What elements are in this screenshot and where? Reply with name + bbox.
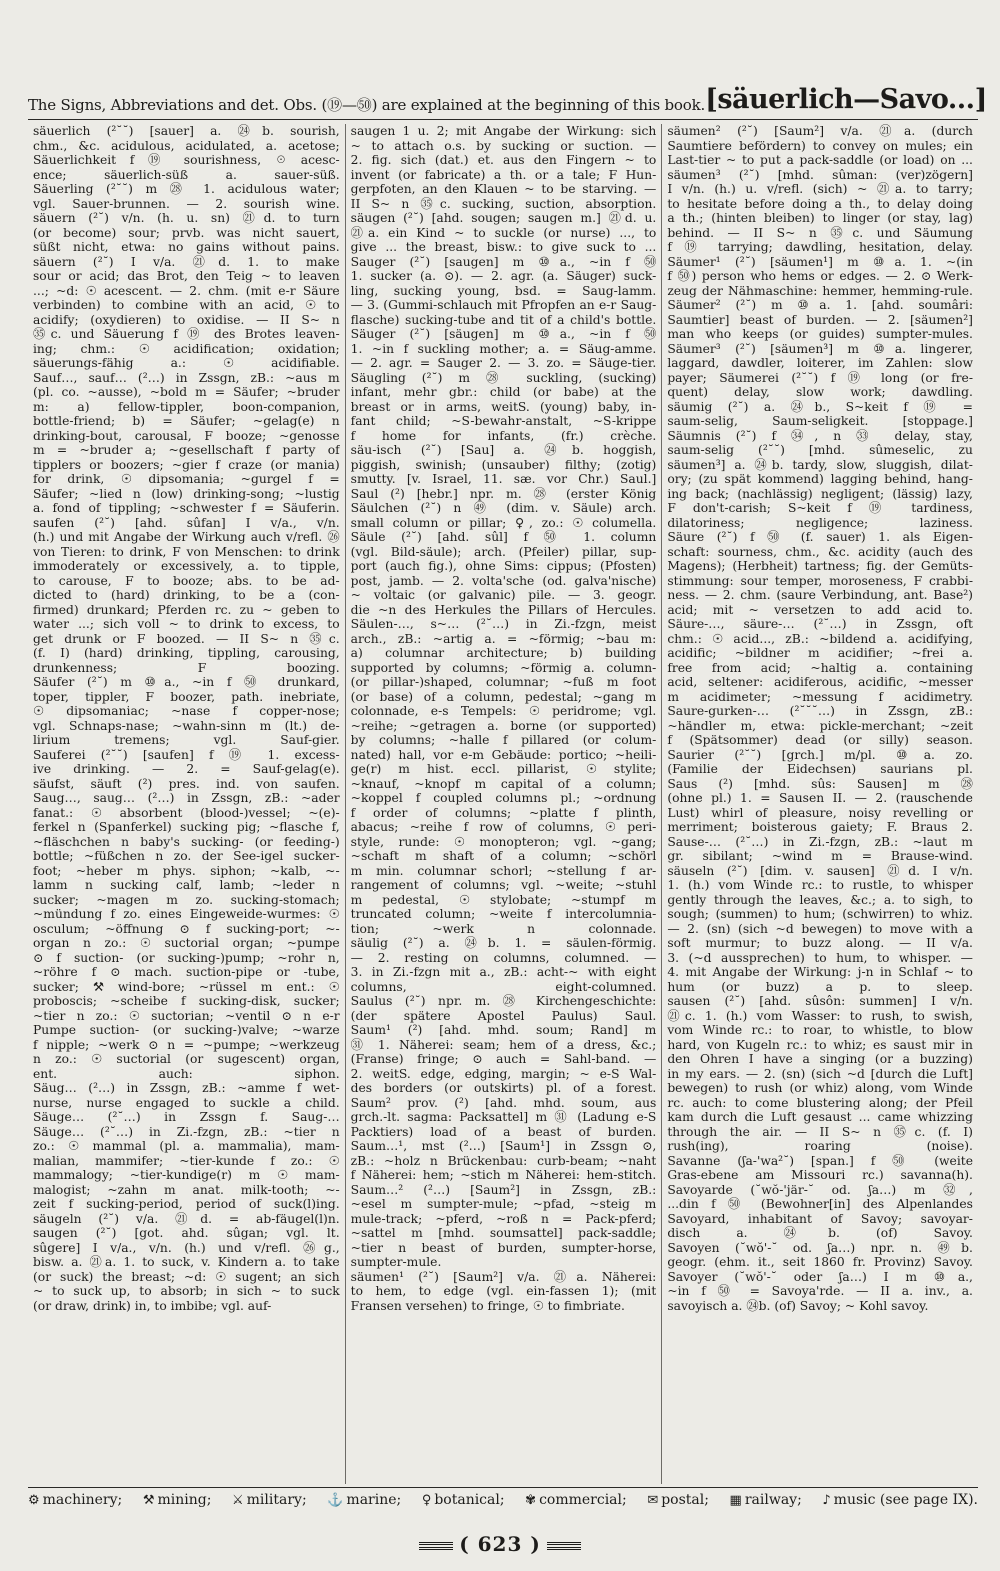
entry-line: ~tier n zo.: ☉ suctorian; ~ventil ⊙ n e-r [33, 1008, 340, 1023]
entry-line: Säufer (²˘) m ⑩a., ~in f ㊿ drunkard, [33, 675, 340, 689]
entry-line: ㉑c. 1. (h.) vom Wasser: to rush, to swish, [667, 1008, 973, 1023]
legend-item [730, 1492, 802, 1508]
entry-line: (vgl. Bild-säule); arch. (Pfeiler) pillar, sup- [350, 544, 657, 559]
legend-label: postal; [661, 1492, 709, 1508]
entry-line: Saum…² (²…) [Saum²] in Zssgn, zB.: [350, 1182, 657, 1197]
entry-line: ence; säuerlich-süß a. sauer-süß. [33, 167, 340, 182]
entry-line: (der spätere Apostel Paulus) Saul. [350, 1008, 657, 1023]
entry-line: osculum; ~öffnung ⊙ f sucking-port; ~- [33, 921, 340, 936]
entry-line: saugen 1 u. 2; mit Angabe der Wirkung: sich [350, 124, 657, 138]
entry-line: organ n zo.: ☉ suctorial organ; ~pumpe [33, 936, 340, 950]
entry-line: dicted to (hard) drinking, to be a (con- [33, 588, 340, 602]
entry-line: quent) delay, slow work; dawdling. [667, 385, 973, 399]
entry-line: hard, von Kugeln rc.: to whiz; es saust mir in [667, 1037, 973, 1052]
entry-line: f Näherei: hem; ~stich m Näherei: hem-stitch. [350, 1168, 657, 1182]
entry-line: — 2. (sn) (sich ~d bewegen) to move with a [667, 921, 973, 936]
entry-line: ㉛ 1. Näherei: seam; hem of a dress, &c.; [350, 1037, 657, 1052]
entry-line: zo.: ☉ mammal (pl. a. mammalia), mam- [33, 1139, 340, 1153]
entry-line: (or draw, drink) in, to imbibe; vgl. auf- [33, 1298, 272, 1313]
entry-line: sour or acid; das Brot, den Teig ~ to leaven [33, 269, 340, 283]
entry-line: säumig (²˘) a. ㉔b., S~keit f ⑲ = [667, 399, 973, 414]
entry-line: sumpter-mule. [350, 1255, 442, 1269]
entry-line: bewegen) to rush (or whiz) along, vom Winde [667, 1081, 973, 1095]
entry-line: Säugling (²˘) m ㉘ suckling, (sucking) [350, 370, 657, 385]
entry-line: geogr. (ehm. it., seit 1860 fr. Provinz) Savoy. [667, 1255, 973, 1269]
entry-line: fanat.: ☉ absorbent (blood-)vessel; ~(e)- [33, 805, 340, 820]
entry-line: to hem, to edge (vgl. ein-fassen 1); (mit [350, 1284, 657, 1298]
legend-item [143, 1492, 212, 1508]
entry-line: a. fond of tippling; ~schwester f = Säuferin. [33, 501, 340, 515]
entry-line: bottle-friend; b) = Säufer; ~gelag(e) n [33, 414, 340, 428]
entry-line: m acidimeter; ~messung f acidimetry. [667, 689, 973, 704]
entry-line: 4. mit Angabe der Wirkung: j-n in Schlaf ~ to [667, 965, 973, 979]
entry-line: (or become) sour; prvb. was nicht sauert, [33, 225, 340, 240]
military-icon: ⚔ [232, 1492, 244, 1508]
entry-line: Säulchen (²˘) n ㊾ (dim. v. Säule) arch. [350, 501, 657, 515]
legend-item [232, 1492, 307, 1508]
entry-line: immoderately or excessively, a. to tipple, [33, 559, 340, 573]
entry-line: ~ to attach o.s. by sucking or suction. — [350, 138, 657, 153]
entry-line: ㉑a. ein Kind ~ to suckle (or nurse) ..., to [350, 225, 657, 240]
entry-line: style, runde: ☉ monopteron; vgl. ~gang; [350, 834, 657, 849]
entry-line: ing; chm.: ☉ acidification; oxidation; [33, 341, 340, 356]
entry-line: ferkel n (Spanferkel) sucking pig; ~flasche f, [33, 820, 340, 834]
entry-line: to hesitate before doing a th., to delay doing [667, 196, 973, 211]
entry-line: bottle; ~füßchen n zo. der See-igel sucker- [33, 849, 340, 863]
entry-line: 3. in Zi.-fzgn mit a., zB.: acht-~ with eight [350, 965, 657, 979]
entry-line: disch a. ㉔b. (of) Savoy. [667, 1226, 973, 1240]
entry-line: Säumer² (²˘) m ⑩a. 1. [ahd. soumâri: [667, 298, 973, 312]
entry-line: Säufer; ~lied n (low) drinking-song; ~lustig [33, 486, 340, 501]
entry-line: saufen (²˘) [ahd. sûfan] I v/a., v/n. [33, 515, 340, 530]
entry-line: I v/n. (h.) u. v/refl. (sich) ~ ㉑a. to tarry; [667, 182, 973, 196]
entry-line: Gras-ebene am Missouri rc.) savanna(h). [667, 1168, 973, 1182]
entry-line: Säuge… (²˘…) in Zssgn f. Saug-… [33, 1110, 340, 1124]
entry-line: Säumnis (²˘) f ㉞, n ㉝ delay, stay, [667, 428, 973, 443]
entry-line: mule-track; ~pferd, ~roß n = Pack-pferd; [350, 1211, 657, 1226]
entry-line: smutty. [v. Israel, 11. sæ. vor Chr.) Saul.] [350, 472, 657, 486]
entry-line: Säumer¹ (²˘) [säumen¹] m ⑩a. 1. ~(in [667, 254, 973, 269]
entry-line: gerpfoten, an den Klauen ~ to be starving. — [350, 182, 657, 196]
entry-line: ing back; (nachlässig) negligent; (lässig) lazy, [667, 486, 973, 501]
entry-line: by columns; ~halle f pillared (or colum- [350, 733, 657, 747]
entry-line: rush(ing), roaring (noise). [667, 1139, 973, 1153]
page-number [0, 1532, 1000, 1556]
entry-line: Fransen versehen) to fringe, ☉ to fimbriate. [350, 1298, 625, 1313]
entry-line: m pedestal, ☉ stylobate; ~stumpf m [350, 892, 657, 907]
entry-line: von Tieren: to drink, F von Menschen: to drink [33, 544, 340, 559]
entry-line: säufst, säuft (²) pres. ind. von saufen. [33, 776, 340, 791]
entry-line: ge(r) m hist. eccl. pillarist, ☉ stylite; [350, 762, 657, 776]
entry-line: savoyisch a. ㉔b. (of) Savoy; ~ Kohl savoy. [667, 1298, 929, 1313]
entry-line: water ...; sich voll ~ to drink to excess, to [33, 617, 340, 631]
entry-line: Säuerling (²˘˘) m ㉘ 1. acidulous water; [33, 182, 340, 196]
entry-line: to carouse, F to booze; abs. to be ad- [33, 573, 340, 588]
legend-item [327, 1492, 401, 1508]
entry-line: toper, tippler, F boozer, path. inebriate, [33, 689, 340, 704]
page-number-text: ( 623 ) [459, 1532, 541, 1556]
legend-item [28, 1492, 122, 1508]
rule-right [547, 1542, 581, 1550]
legend-label: railway; [744, 1492, 802, 1508]
anchor-icon: ⚓ [327, 1492, 344, 1508]
entry-line: soft murmur; to buzz along. — II v/a. [667, 936, 973, 950]
entry-line: ~händler m, etwa: pickle-merchant; ~zeit [667, 718, 973, 733]
entry-line: truncated column; ~weite f intercolumnia- [350, 907, 657, 921]
entry-line: säuern (²˘) I v/a. ㉑d. 1. to make [33, 254, 340, 269]
entry-line: Saul (²) [hebr.] npr. m. ㉘ (erster König [350, 486, 657, 501]
entry-line: get drunk or F boozed. — II S~ n ㉟c. [33, 631, 340, 646]
entry-line: (pl. co. ~ausse), ~bold m = Säufer; ~bruder [33, 385, 340, 399]
legend-item [525, 1492, 627, 1508]
rule-left [419, 1542, 453, 1550]
entry-line: (ohne pl.) 1. = Sausen II. — 2. (rauschende [667, 791, 973, 805]
entry-line: Saurier (²˘˘) [grch.] m/pl. ⑩a. zo. [667, 747, 973, 762]
entry-line: columns, eight-columned. [350, 979, 657, 994]
legend-item [822, 1492, 978, 1508]
entry-line: — 2. agr. = Sauger 2. — 3. zo. = Säuge-tier. [350, 356, 657, 370]
entry-line: saugen (²˘) [got. ahd. sûgan; vgl. lt. [33, 1226, 340, 1240]
entry-line: proboscis; ~scheibe f sucking-disk, sucker; [33, 994, 340, 1008]
entry-line: 3. (~d aussprechen) to hum, to whisper. — [667, 950, 973, 965]
entry-line: f ⑲ tarrying; dawdling, hesitation, delay. [667, 240, 973, 254]
entry-line: colonnade, e-s Tempels: ☉ peridrome; vgl. [350, 704, 657, 718]
entry-line: sucker; ~magen m zo. sucking-stomach; [33, 892, 340, 907]
entry-line: saum-selig (²˘˘) [mhd. sûmeselic, zu [667, 443, 973, 457]
entry-line: vgl. Sauer-brunnen. — 2. sourish wine. [33, 196, 340, 211]
entry-line: saum-selig, Saum-seligkeit. [stoppage.] [667, 414, 973, 428]
entry-line: ~mündung f zo. eines Eingeweide-wurmes: ☉ [33, 907, 340, 921]
symbol-legend [28, 1487, 978, 1509]
entry-line: Säuerlichkeit f ⑲ sourishness, ☉ acesc- [33, 153, 340, 167]
music-icon: ♪ [822, 1492, 831, 1508]
entry-line: piggish, swinish; (unsauber) filthy; (zotig) [350, 457, 657, 472]
entry-line: säumen³] a. ㉔b. tardy, slow, sluggish, dilat- [667, 457, 973, 472]
entry-line: den Ohren I have a singing (or a buzzing) [667, 1052, 973, 1066]
entry-line: ~knauf, ~knopf m capital of a column; [350, 776, 657, 791]
entry-line: II S~ n ㉟c. sucking, suction, absorption. [350, 196, 657, 211]
entry-line: ~reihe; ~getragen a. borne (or supported) [350, 718, 657, 733]
entry-line: sûgere] I v/a., v/n. (h.) und v/refl. ㉖g., [33, 1240, 340, 1255]
entry-line: säuerungs-fähig a.: ☉ acidifiable. [33, 356, 340, 370]
entry-line: Saus (²) [mhd. sûs: Sausen] m ㉘ [667, 776, 973, 791]
entry-line: acidific; ~bildner m acidifier; ~frei a. [667, 646, 973, 660]
entry-line: ive drinking. — 2. = Sauf-gelag(e). [33, 762, 340, 776]
entry-line: nated) hall, vor e-m Gebäude: portico; ~heili- [350, 747, 657, 762]
entry-line: ~tier n beast of burden, sumpter-horse, [350, 1240, 657, 1255]
entry-line: säugen (²˘) [ahd. sougen; saugen m.] ㉑d. u. [350, 211, 657, 225]
entry-line: Saumtier] beast of burden. — 2. [säumen²] [667, 312, 973, 327]
entry-line: Säulen-…, s~… (²˘…) in Zi.-fzgn, meist [350, 617, 657, 631]
entry-line: give ... the breast, bisw.: to give suck to ... [350, 240, 657, 254]
entry-line: for drink, ☉ dipsomania; ~gurgel f = [33, 472, 340, 486]
entry-line: gently through the leaves, &c.; a. to sigh, to [667, 892, 973, 907]
entry-line: vom Winde rc.: to roar, to whistle, to blow [667, 1023, 973, 1037]
entry-line: rangement of columns; vgl. ~weite; ~stuhl [350, 878, 657, 892]
entry-line: merriment; boisterous gaiety; F. Braus 2. [667, 820, 973, 834]
entry-line: bisw. a. ㉑a. 1. to suck, v. Kindern a. to take [33, 1255, 340, 1269]
entry-line: 2. weitS. edge, edging, margin; ~ e-S Wal- [350, 1066, 657, 1081]
entry-line: Sauger (²˘) [saugen] m ⑩a., ~in f ㊿ [350, 254, 657, 269]
entry-line: ~ voltaic (or galvanic) pile. — 3. geogr. [350, 588, 657, 602]
entry-line: ~fläschchen n baby's sucking- (or feeding-) [33, 834, 340, 849]
entry-line: nurse, nurse engaged to suckle a child. [33, 1095, 340, 1110]
header-entry-range: [säuerlich—Savo...] [705, 84, 987, 115]
entry-line: gr. sibilant; ~wind m = Brause-wind. [667, 849, 973, 863]
header-note: The Signs, Abbreviations and det. Obs. (⑲—㊿) are explained at the beginning of this book. [28, 96, 706, 114]
entry-line: Savanne (ʃa-'wa²˘) [span.] f ㊿ (weite [667, 1153, 973, 1168]
entry-line: Savoyard, inhabitant of Savoy; savoyar- [667, 1211, 973, 1226]
entry-line: chm.: ☉ acid..., zB.: ~bildend a. acidifying, [667, 631, 973, 646]
postal-icon: ✉ [647, 1492, 659, 1508]
text-columns [28, 124, 978, 1484]
entry-line: ~röhre f ⊙ mach. suction-pipe or -tube, [33, 965, 340, 979]
entry-line: fant child; ~S-bewahr-anstalt, ~S-krippe [350, 414, 657, 428]
legend-label: botanical; [434, 1492, 505, 1508]
entry-line: Säuge… (²˘…) in Zi.-fzgn, zB.: ~tier n [33, 1124, 340, 1139]
entry-line: Savoyer (˘wŏ'-˘ oder ʃa…) I m ⑩a., [667, 1269, 973, 1284]
entry-line: free from acid; ~haltig a. containing [667, 660, 973, 675]
entry-line: m = ~bruder a; ~gesellschaft f party of [33, 443, 340, 457]
entry-line: ling, sucking young, bsd. = Saug-lamm. [350, 283, 657, 298]
entry-line: Säumer³ (²˘) [säumen³] m ⑩a. lingerer, [667, 341, 973, 356]
column-left [28, 124, 345, 1484]
railway-icon: ▦ [729, 1492, 742, 1508]
entry-line: ~ to suck up, to absorb; in sich ~ to suck [33, 1284, 340, 1298]
entry-line: säumen³ (²˘) [mhd. sûman: (ver)zögern] [667, 167, 973, 182]
entry-line: säuerlich (²˘˘) [sauer] a. ㉔b. sourish, [33, 124, 340, 138]
entry-line: Saumtiere befördern) to convey on mules; ein [667, 138, 973, 153]
entry-line: foot; ~heber m phys. siphon; ~kalb, ~- [33, 863, 340, 878]
legend-label: military; [246, 1492, 307, 1508]
entry-line: post, jamb. — 2. volta'sche (od. galva'nische) [350, 573, 657, 588]
entry-line: ent. auch: siphon. [33, 1066, 340, 1081]
entry-line: Savoyarde (˘wŏ-'jär-˘ od. ʃa…) m ㉜, [667, 1182, 973, 1197]
entry-line: hum (or buzz) a p. to sleep. [667, 979, 973, 994]
entry-line: Pumpe suction- (or sucking-)valve; ~warze [33, 1023, 340, 1037]
entry-line: 2. fig. sich (dat.) et. aus den Fingern ~ to [350, 153, 657, 167]
legend-label: commercial; [539, 1492, 627, 1508]
entry-line: flasche) sucking-tube and tit of a child's bottle. [350, 312, 657, 327]
entry-line: Last-tier ~ to put a pack-saddle (or load) on ... [667, 153, 973, 167]
legend-item [422, 1492, 505, 1508]
entry-line: des borders (or outskirts) pl. of a forest. [350, 1081, 657, 1095]
entry-line: payer; Säumerei (²˘˘) f ⑲ long (or fre- [667, 370, 973, 385]
entry-line: small column or pillar; ♀, zo.: ☉ columella. [350, 515, 657, 530]
entry-line: vgl. Schnaps-nase; ~wahn-sinn m (lt.) de- [33, 718, 340, 733]
entry-line: (Familie der Eidechsen) saurians pl. [667, 762, 973, 776]
entry-line: (Franse) fringe; ⊙ auch = Sahl-band. — [350, 1052, 657, 1066]
entry-line: Savoyen (˘wŏ'-˘ od. ʃa…) npr. n. ㊾b. [667, 1240, 973, 1255]
entry-line: säuern (²˘) v/n. (h. u. sn) ㉑d. to turn [33, 211, 340, 225]
entry-line: ~esel m sumpter-mule; ~pfad, ~steig m [350, 1197, 657, 1211]
entry-line: a) columnar architecture; b) building [350, 646, 657, 660]
entry-line: Säure (²˘) f ㊿ (f. sauer) 1. als Eigen- [667, 530, 973, 544]
entry-line: Saure-gurken-… (²˘˘˘…) in Zssgn, zB.: [667, 704, 973, 718]
botanical-icon: ♀ [421, 1492, 432, 1508]
entry-line: 1. sucker (a. ⊙). — 2. agr. (a. Säuger) suck- [350, 269, 657, 283]
entry-line: rc. auch: to come blustering along; der Pfeil [667, 1095, 973, 1110]
entry-line: ~in f ㊿ = Savoya'rde. — II a. inv., a. [667, 1284, 973, 1298]
entry-line: drunkenness; F boozing. [33, 660, 340, 675]
entry-line: ~koppel f coupled columns pl.; ~ordnung [350, 791, 657, 805]
entry-line: Saug…, saug… (²…) in Zssgn, zB.: ~ader [33, 791, 340, 805]
entry-line: säuseln (²˘) [dim. v. sausen] ㉑d. I v/n. [667, 863, 973, 878]
legend-item [647, 1492, 709, 1508]
mining-icon: ⚒ [142, 1492, 155, 1508]
entry-line: Säug… (²…) in Zssgn, zB.: ~amme f wet- [33, 1081, 340, 1095]
entry-line: (f. I) (hard) drinking, tippling, carousing, [33, 646, 340, 660]
entry-line: 1. (h.) vom Winde rc.: to rustle, to whisper [667, 878, 973, 892]
entry-line: sough; (summen) to hum; (schwirren) to whiz. [667, 907, 973, 921]
entry-line: dilatoriness; negligence; laziness. [667, 515, 973, 530]
entry-line: port (auch fig.), ohne Sims: cippus; (Pfosten) [350, 559, 657, 573]
entry-line: schaft: sourness, chm., &c. acidity (auch des [667, 544, 973, 559]
entry-line: Sause-… (²˘…) in Zi.-fzgn, zB.: ~laut m [667, 834, 973, 849]
entry-line: F don't-carish; S~keit f ⑲ tardiness, [667, 501, 973, 515]
entry-line: ~schaft m shaft of a column; ~schörl [350, 849, 657, 863]
entry-line: Saum…¹, mst (²…) [Saum¹] in Zssgn ⊙, [350, 1139, 657, 1153]
entry-line: chm., &c. acidulous, acidulated, a. acetose; [33, 138, 340, 153]
entry-line: malian, mammifer; ~tier-kunde f zo.: ☉ [33, 1153, 340, 1168]
entry-line: n zo.: ☉ suctorial (or sugescent) organ, [33, 1052, 340, 1066]
entry-line: Lust) whirl of pleasure, noisy revelling or [667, 805, 973, 820]
column-right [661, 124, 978, 1484]
entry-line: acid, seltener: acidiferous, acidific, ~messer [667, 675, 973, 689]
entry-line: (h.) und mit Angabe der Wirkung auch v/refl. ㉖ [33, 530, 340, 544]
gear-icon: ⚙ [28, 1492, 40, 1508]
entry-line: ⊙ f suction- (or sucking-)pump; ~rohr n, [33, 950, 340, 965]
entry-line: tipplers or boozers; ~gier f craze (or mania) [33, 457, 340, 472]
entry-line: f home for infants, (fr.) crèche. [350, 428, 657, 443]
legend-label: mining; [157, 1492, 212, 1508]
entry-line: Saulus (²˘) npr. m. ㉘ Kirchengeschichte: [350, 994, 657, 1008]
entry-line: supported by columns; ~förmig a. column- [350, 660, 657, 675]
entry-line: säu-isch (²˘) [Sau] a. ㉔b. hoggish, [350, 443, 657, 457]
entry-line: Säuger (²˘) [säugen] m ⑩a., ~in f ㊿ [350, 327, 657, 341]
entry-line: through the air. — II S~ n ㉟c. (f. I) [667, 1124, 973, 1139]
entry-line: laggard, dawdler, loiterer, im Zahlen: slow [667, 356, 973, 370]
entry-line: a th.; (hinten bleiben) to linger (or stay, lag) [667, 211, 973, 225]
entry-line: lirium tremens; vgl. Sauf-gier. [33, 733, 340, 747]
entry-line: behind. — II S~ n ㉟c. und Säumung [667, 225, 973, 240]
entry-line: man who keeps (or guides) sumpter-mules. [667, 327, 973, 341]
legend-label: machinery; [42, 1492, 123, 1508]
entry-line: Säule (²˘) [ahd. sûl] f ㊿ 1. column [350, 530, 657, 544]
entry-line: Säure-…, säure-… (²˘…) in Zssgn, oft [667, 617, 973, 631]
entry-line: ㉟c. und Säuerung f ⑲ des Brotes leaven- [33, 327, 340, 341]
entry-line: f order of columns; ~platte f plinth, [350, 805, 657, 820]
entry-line: Packtiers) load of a beast of burden. [350, 1124, 657, 1139]
entry-line: malogist; ~zahn m anat. milk-tooth; ~- [33, 1182, 340, 1197]
entry-line: zB.: ~holz n Brückenbau: curb-beam; ~naht [350, 1153, 657, 1168]
entry-line: säulig (²˘) a. ㉔b. 1. = säulen-förmig. [350, 936, 657, 950]
entry-line: acidify; (oxydieren) to oxidise. — II S~ n [33, 312, 340, 327]
entry-line: säumen¹ (²˘) [Saum²] v/a. ㉑a. Näherei: [350, 1269, 657, 1284]
entry-line: sucker; ⚒ wind-bore; ~rüssel m ent.: ☉ [33, 979, 340, 994]
entry-line: ~sattel m [mhd. soumsattel] pack-saddle; [350, 1226, 657, 1240]
entry-line: Saum¹ (²) [ahd. mhd. soum; Rand] m [350, 1023, 657, 1037]
entry-line: zeit f sucking-period, period of suck(l)ing. [33, 1197, 340, 1211]
entry-line: in my ears. — 2. (sn) (sich ~d [durch die Luft] [667, 1066, 973, 1081]
entry-line: ory; (zu spät kommend) lagging behind, hang- [667, 472, 973, 486]
entry-line: f ㊿) person who hems or edges. — 2. ⊙ Werk- [667, 269, 973, 283]
entry-line: zeug der Nähmaschine: hemmer, hemming-rule. [667, 283, 973, 298]
entry-line: — 3. (Gummi-schlauch mit Pfropfen an e-r Saug- [350, 298, 657, 312]
entry-line: Sauf…, sauf… (²…) in Zssgn, zB.: ~aus m [33, 370, 340, 385]
entry-line: ☉ dipsomaniac; ~nase f copper-nose; [33, 704, 340, 718]
entry-line: arch., zB.: ~artig a. = ~förmig; ~bau m: [350, 631, 657, 646]
entry-line: Saum² prov. (²) [ahd. mhd. soum, aus [350, 1095, 657, 1110]
entry-line: drinking-bout, carousal, F booze; ~genosse [33, 428, 340, 443]
entry-line: ...din f ㊿ (Bewohner[in] des Alpenlandes [667, 1197, 973, 1211]
entry-line: (or suck) the breast; ~d: ☉ sugent; an sich [33, 1269, 340, 1284]
entry-line: grch.-lt. sagma: Packsattel] m ㉛ (Ladung e-S [350, 1110, 657, 1124]
entry-line: lamm n sucking calf, lamb; ~leder n [33, 878, 340, 892]
entry-line: abacus; ~reihe f row of columns, ☉ peri- [350, 820, 657, 834]
entry-line: Sauferei (²˘˘) [saufen] f ⑲ 1. excess- [33, 747, 340, 762]
entry-line: acid; mit ~ versetzen to add acid to. [667, 602, 973, 617]
entry-line: breast or in arms, weitS. (young) baby, in- [350, 399, 657, 414]
entry-line: tion; ~werk n colonnade. [350, 921, 657, 936]
entry-line: f (Spätsommer) dead (or silly) season. [667, 733, 973, 747]
entry-line: ...; ~d: ☉ acescent. — 2. chm. (mit e-r Säure [33, 283, 340, 298]
legend-label: marine; [346, 1492, 402, 1508]
entry-line: firmed) drunkard; Pferden rc. zu ~ geben to [33, 602, 340, 617]
entry-line: invent (or fabricate) a th. or a tale; F Hun- [350, 167, 657, 182]
entry-line: mammalogy; ~tier-kundige(r) m ☉ mam- [33, 1168, 340, 1182]
entry-line: (or pillar-)shaped, columnar; ~fuß m foot [350, 675, 657, 689]
entry-line: infant, mehr gbr.: child (or babe) at the [350, 385, 657, 399]
entry-line: f nipple; ~werk ⊙ n = ~pumpe; ~werkzeug [33, 1037, 340, 1052]
legend-label: music (see page IX). [833, 1492, 978, 1508]
entry-line: ness. — 2. chm. (saure Verbindung, ant. Base²) [667, 588, 973, 602]
commercial-icon: ✾ [525, 1492, 537, 1508]
entry-line: Magens); (Herbheit) tartness; fig. der Gemüts- [667, 559, 973, 573]
entry-line: verbinden) to combine with an acid, ☉ to [33, 298, 340, 312]
entry-line: (or base) of a column, pedestal; ~gang m [350, 689, 657, 704]
entry-line: stimmung: sour temper, moroseness, F crabbi- [667, 573, 973, 588]
entry-line: kam durch die Luft gesaust ... came whizzing [667, 1110, 973, 1124]
entry-line: 1. ~in f suckling mother; a. = Säug-amme. [350, 341, 657, 356]
entry-line: säugeln (²˘) v/a. ㉑d. = ab-fäugel(l)n. [33, 1211, 340, 1226]
entry-line: süßt nicht, etwa: no gains without pains. [33, 240, 340, 254]
entry-line: sausen (²˘) [ahd. sûsôn: summen] I v/n. [667, 994, 973, 1008]
page-header [28, 76, 987, 120]
entry-line: m min. columnar schorl; ~stellung f ar- [350, 863, 657, 878]
entry-line: säumen² (²˘) [Saum²] v/a. ㉑a. (durch [667, 124, 973, 138]
column-middle [345, 124, 662, 1484]
entry-line: m: a) fellow-tippler, boon-companion, [33, 399, 340, 414]
entry-line: — 2. resting on columns, columned. — [350, 950, 657, 965]
entry-line: die ~n des Herkules the Pillars of Hercules. [350, 602, 657, 617]
